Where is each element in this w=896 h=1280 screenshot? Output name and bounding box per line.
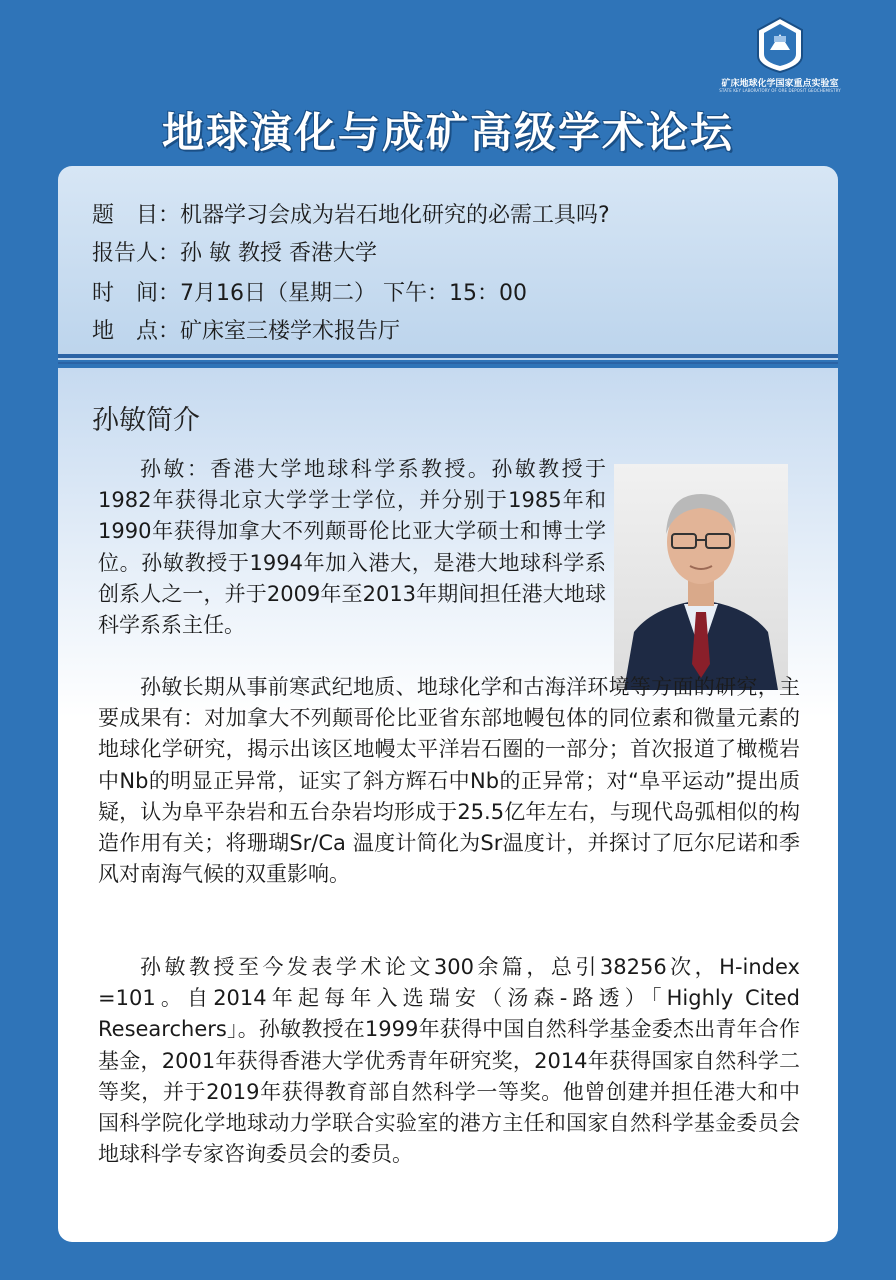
lab-name: 矿床地球化学国家重点实验室 [721,79,839,89]
bio-paragraph-awards: 孙敏教授至今发表学术论文300余篇，总引38256次，H-index =101。自2014年起每年入选瑞安（汤森-路透）「Highly Cited Researchers」。孙敏教授在1999年获得中国自然科学基金委杰出青年合作基金，2001年获得香港大学优秀青年研究奖，2014年获得国家自然科学二等奖，并于2019年获得教育部自然科学一等奖。他曾创建并担任港大和中国科学院化学地球动力学联合实验室的港方主任和国家自然科学基金委员会地球科学专家咨询委员会的委员。 [98,955,800,1167]
speaker-line: 报告人：孙 敏 教授 香港大学 [92,241,377,266]
portrait-illustration [614,464,788,690]
bio-paragraph-education: 孙敏：香港大学地球科学系教授。孙敏教授于1982年获得北京大学学士学位，并分别于1985年和1990年获得加拿大不列颠哥伦比亚大学硕士和博士学位。孙敏教授于1994年加入港大，是港大地球科学系创系人之一，并于2009年至2013年期间担任港大地球科学系系主任。 [98,457,606,638]
speaker-portrait [614,464,788,690]
forum-title: 地球演化与成矿高级学术论坛 [161,108,734,157]
time-line: 时 间：7月16日（星期二） 下午：15：00 [92,281,527,306]
lab-logo-icon [756,16,804,74]
event-info-panel [58,166,838,360]
bio-panel [58,368,838,1242]
divider-thick [58,354,838,358]
lab-name-english: STATE KEY LABORATORY OF ORE DEPOSIT GEOCHEMISTRY [719,88,841,93]
divider-thin [58,362,838,364]
lab-logo [718,16,842,96]
bio-paragraph-research: 孙敏长期从事前寒武纪地质、地球化学和古海洋环境等方面的研究，主要成果有：对加拿大不列颠哥伦比亚省东部地幔包体的同位素和微量元素的地球化学研究，揭示出该区地幔太平洋岩石圈的一部分；首次报道了橄榄岩中Nb的明显正异常，证实了斜方辉石中Nb的正异常；对“阜平运动”提出质疑，认为阜平杂岩和五台杂岩均形成于25.5亿年左右，与现代岛弧相似的构造作用有关；将珊瑚Sr/Ca 温度计简化为Sr温度计，并探讨了厄尔尼诺和季风对南海气候的双重影响。 [98,675,800,887]
place-line: 地 点：矿床室三楼学术报告厅 [92,319,401,344]
topic-line: 题 目：机器学习会成为岩石地化研究的必需工具吗? [92,203,610,228]
bio-heading: 孙敏简介 [92,405,200,436]
